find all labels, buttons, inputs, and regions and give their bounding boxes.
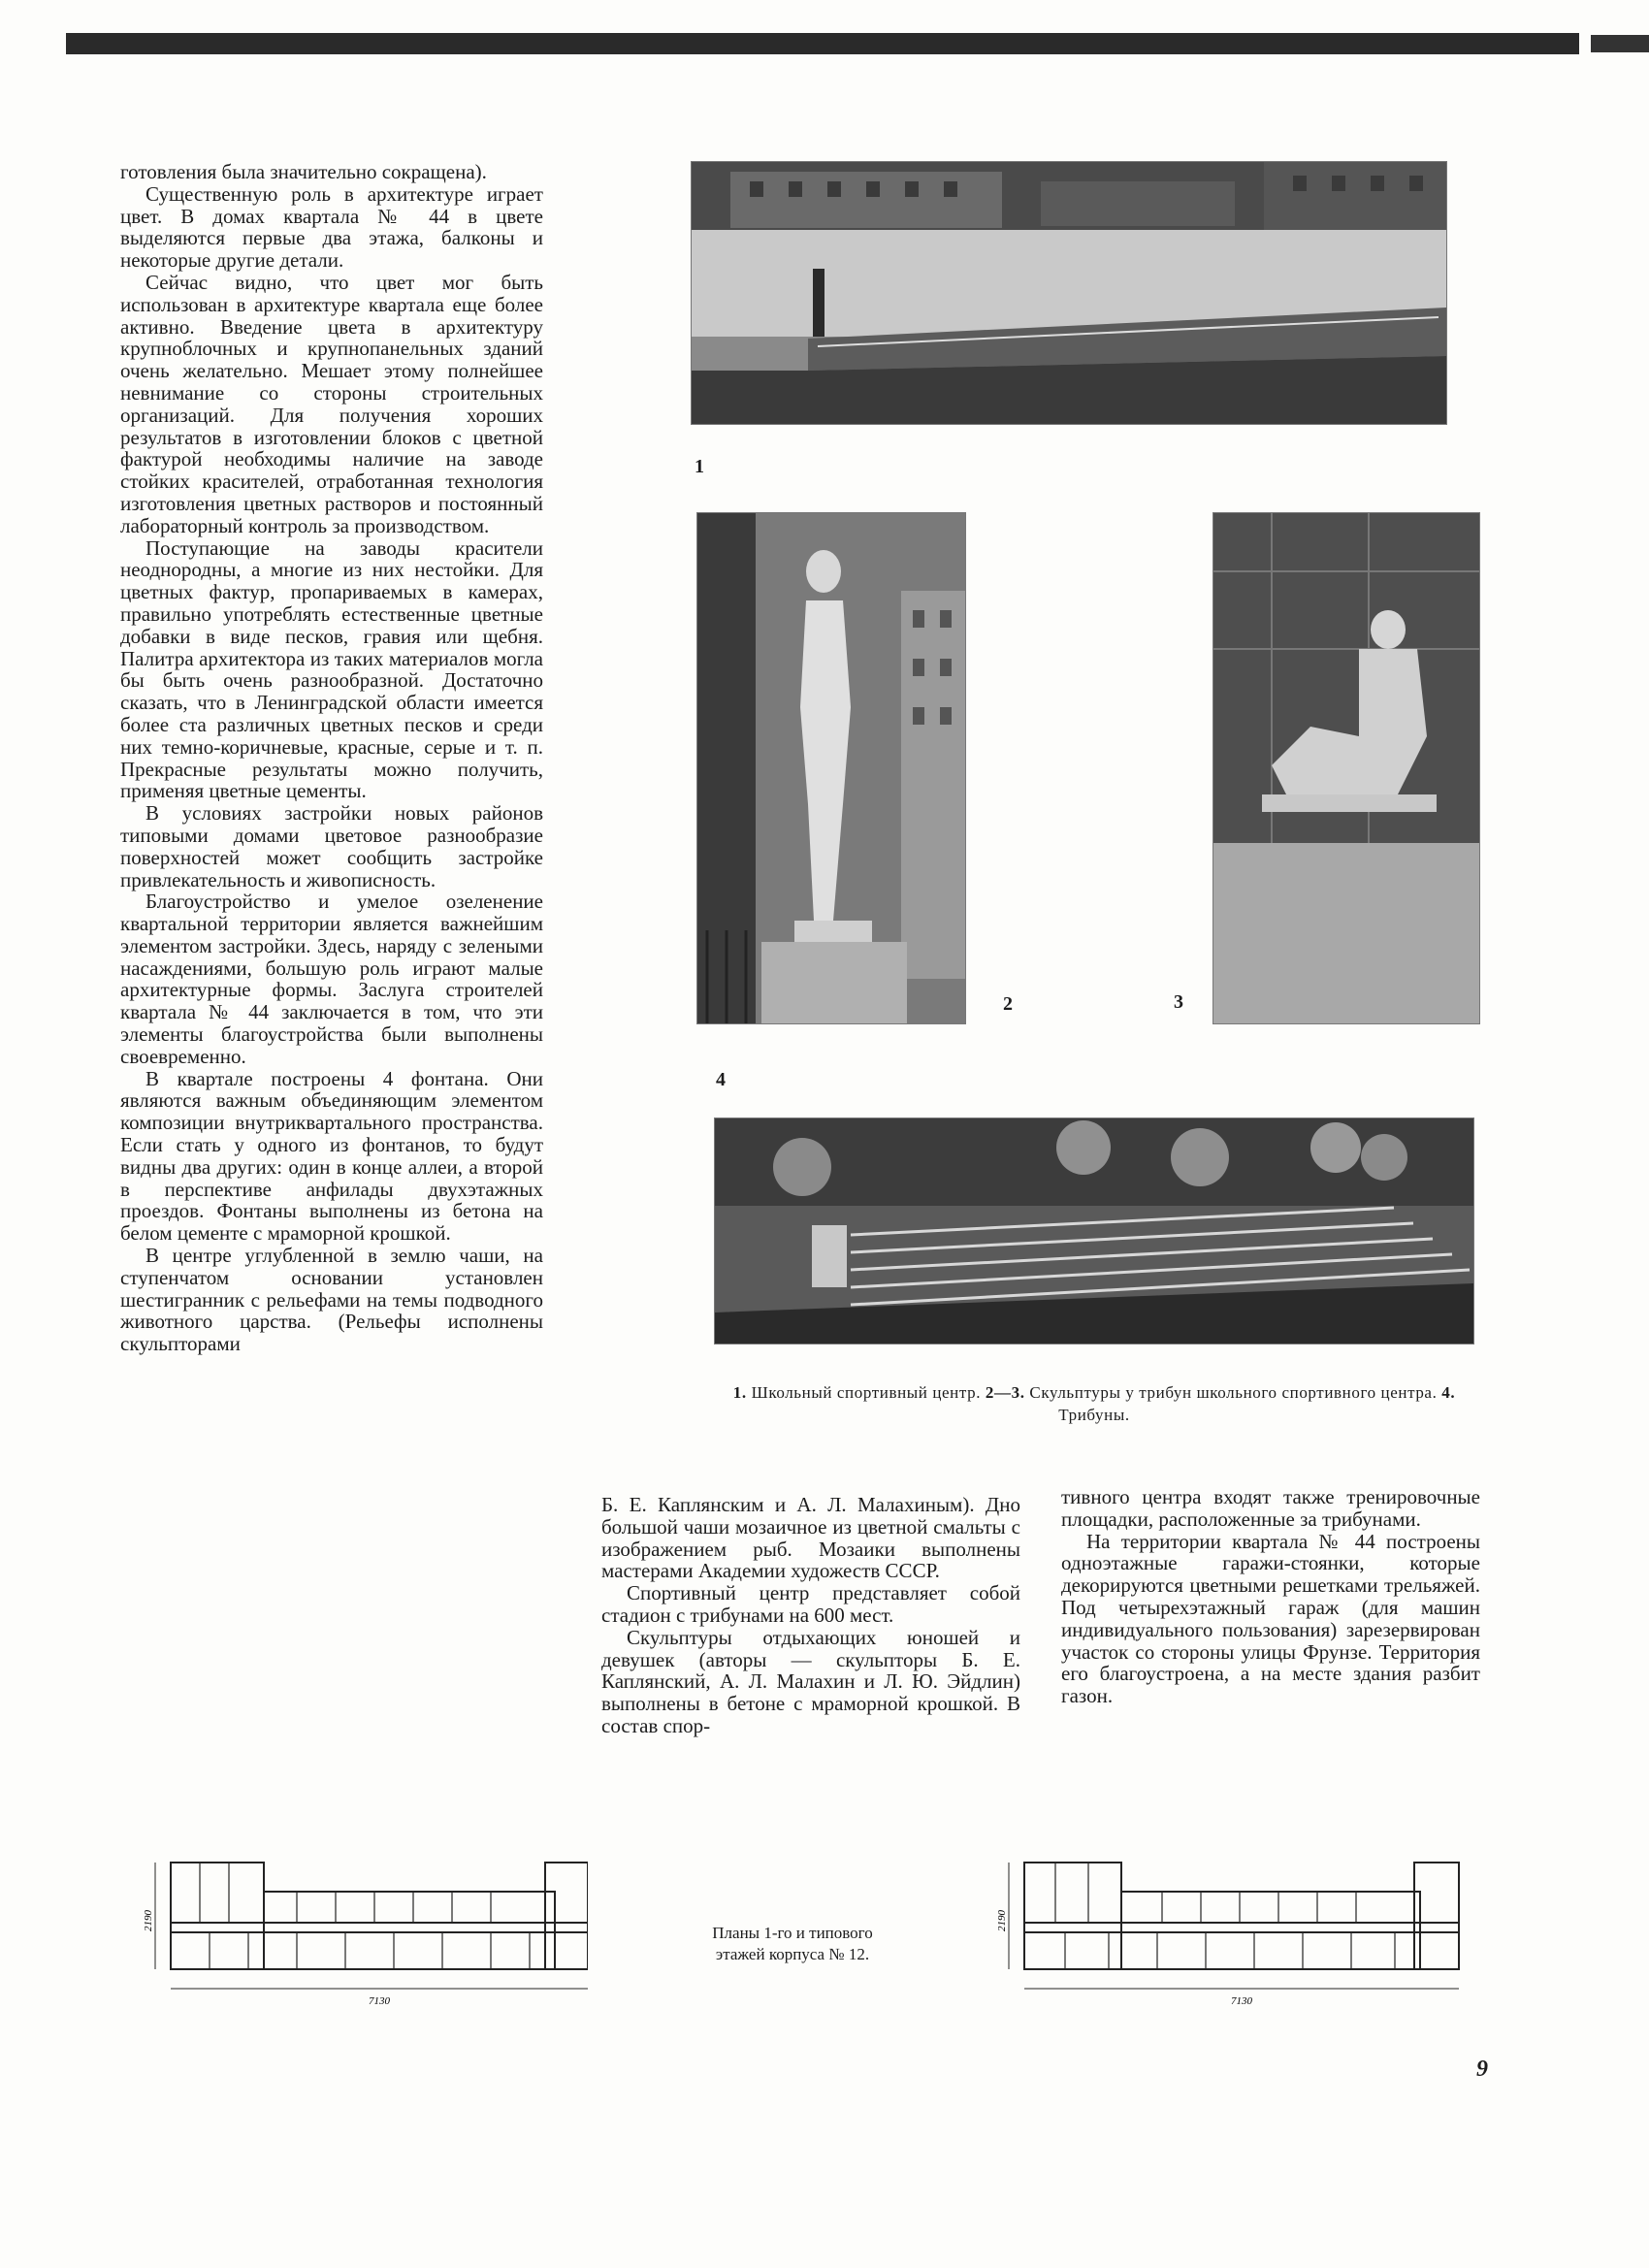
photo-sculpture-girl bbox=[696, 512, 966, 1024]
paragraph: готовления была значительно сокращена). bbox=[120, 160, 487, 183]
paragraph: Скульптуры отдыхающих юношей и девушек (авторы — скульпторы Б. Е. Каплянский, А. Л. Малахин и Л. Ю. Эйдлин) выполнены в бетоне с мраморной крошкой. В состав спор- bbox=[601, 1625, 1020, 1737]
photo-tribunes bbox=[714, 1118, 1474, 1345]
right-text-column bbox=[1061, 1486, 1480, 1707]
figure-number-3: 3 bbox=[1174, 991, 1183, 1013]
paragraph: Б. Е. Каплянским и А. Л. Малахиным). Дно большой чаши мозаичное из цветной смальты с изображением рыб. Мозаики выполнены мастерами Академии художеств СССР. bbox=[601, 1493, 1020, 1583]
photo-school-sports-center bbox=[691, 161, 1447, 425]
paragraph: Спортивный центр представляет собой стадион с трибунами на 600 мест. bbox=[601, 1581, 1020, 1627]
plan-height-label: 2190 bbox=[997, 1910, 1008, 1931]
caption-text-4: Трибуны. bbox=[1058, 1406, 1130, 1424]
plan-caption: Планы 1-го и типового этажей корпуса № 12. bbox=[712, 1924, 873, 1963]
caption-num-2-3: 2—3. bbox=[985, 1383, 1025, 1402]
plan-width-label: 7130 bbox=[369, 1995, 390, 2007]
figure-number-2: 2 bbox=[1003, 993, 1013, 1015]
page-number: 9 bbox=[1476, 2057, 1488, 2082]
paragraph: В центре углубленной в землю чаши, на ступенчатом основании установлен шестигранник с рельефами на темы подводного животного царства. (Рельефы исполнены скульпторами bbox=[120, 1244, 543, 1356]
figure-number-4: 4 bbox=[716, 1069, 726, 1090]
floor-plan-first bbox=[142, 1853, 588, 2008]
middle-text-column bbox=[601, 1494, 1020, 1737]
paragraph: Существенную роль в архитектуре играет цвет. В домах квартала № 44 в цвете выделяются первые два этажа, балконы и некоторые другие детали. bbox=[120, 181, 543, 273]
caption-num-1: 1. bbox=[732, 1383, 747, 1402]
plan-height-label: 2190 bbox=[143, 1910, 154, 1931]
caption-num-4: 4. bbox=[1441, 1383, 1456, 1402]
figure-number-1: 1 bbox=[695, 456, 704, 477]
paragraph: На территории квартала № 44 построены одноэтажные гаражи-стоянки, которые декорируются цветными решетками трельяжей. Под четырехэтажный гараж (для машин индивидуального пользования) зарезервирован участок со стороны улицы Фрунзе. Территория его благоустроена, а на месте здания разбит газон. bbox=[1061, 1529, 1480, 1708]
figure-caption bbox=[716, 1381, 1472, 1426]
top-rule bbox=[66, 33, 1579, 54]
caption-text-2: Скульптуры у трибун школьного спортивного центра. bbox=[1024, 1383, 1442, 1402]
paragraph: В квартале построены 4 фонтана. Они являются важным объединяющим элементом композиции внутриквартального пространства. Если стать у одного из фонтанов, то будут видны два других: один в конце аллеи, а второй в перспективе анфилады двухэтажных проездов. Фонтаны выполнены из бетона на белом цементе с мраморной крошкой. bbox=[120, 1066, 543, 1246]
paragraph: Сейчас видно, что цвет мог быть использован в архитектуре квартала еще более активно. Введение цвета в архитектуру крупноблочных и крупнопанельных зданий очень желательно. Мешает этому полнейшее невнимание со стороны строительных организаций. Для получения хороших результатов в изготовлении блоков с цветной фактурой необходимы наличие на заводе стойких красителей, отработанная технология изготовления цветных растворов и постоянный лабораторный контроль за производством. bbox=[120, 270, 543, 537]
caption-text-1: Школьный спортивный центр. bbox=[746, 1383, 986, 1402]
paragraph: тивного центра входят также тренировочные площадки, расположенные за трибунами. bbox=[1061, 1485, 1480, 1531]
top-rule-edge bbox=[1591, 35, 1649, 52]
paragraph: Поступающие на заводы красители неоднородны, а многие из них нестойки. Для цветных фактур, пропариваемых в камерах, правильно употреблять естественные цветные добавки в виде песков, гравия или щебня. Палитра архитектора из таких материалов могла бы быть очень разнообразной. Достаточно сказать, что в Ленинградской области имеется более ста различных цветных песков и среди них темно-коричневые, красные, серые и т. п. Прекрасные результаты можно получить, применяя цветные цементы. bbox=[120, 535, 543, 803]
left-text-column bbox=[120, 161, 543, 1355]
photo-sculpture-youth bbox=[1212, 512, 1480, 1024]
paragraph: В условиях застройки новых районов типовыми домами цветовое разнообразие поверхностей может сообщить застройке привлекательность и живописность. bbox=[120, 801, 543, 891]
floor-plan-typical bbox=[997, 1853, 1463, 2008]
plan-width-label: 7130 bbox=[1231, 1995, 1252, 2007]
paragraph: Благоустройство и умелое озеленение квартальной территории является важнейшим элементом застройки. Здесь, наряду с зелеными насаждениями, большую роль играют малые архитектурные формы. Заслуга строителей квартала № 44 заключается в том, что эти элементы благоустройства были выполнены своевременно. bbox=[120, 890, 543, 1068]
